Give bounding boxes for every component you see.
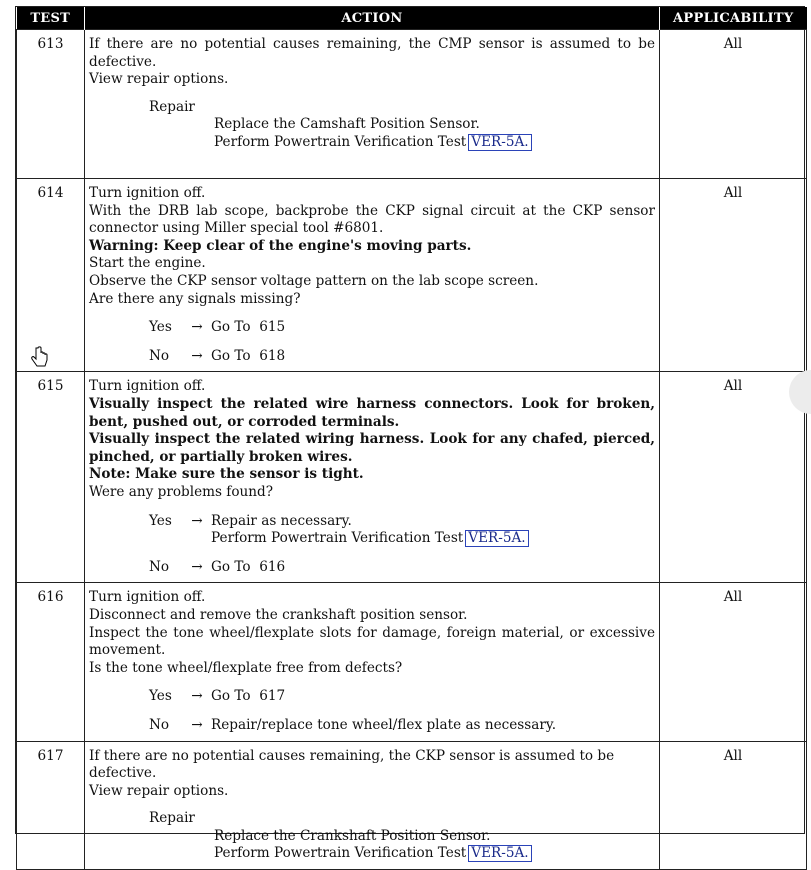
arrow-icon: →	[191, 347, 203, 364]
ver-5a-link[interactable]: VER-5A.	[465, 530, 528, 547]
diagnostic-table-page	[15, 6, 805, 862]
warning-line: Warning: Keep clear of the engine's moving parts.	[89, 237, 472, 254]
action-line: Were any problems found?	[89, 483, 274, 500]
repair-step: Perform Powertrain Verification Test VER-5A.	[214, 845, 655, 863]
action-line: Turn ignition off.	[89, 589, 206, 606]
applicability-value: All	[660, 179, 807, 372]
answer-result: Repair as necessary. Perform Powertrain Verification Test VER-5A.	[211, 513, 655, 548]
arrow-icon: →	[191, 558, 203, 575]
table-header	[17, 7, 807, 30]
test-number: 616	[17, 583, 85, 741]
applicability-value: All	[660, 583, 807, 741]
repair-steps	[214, 828, 655, 863]
table-row	[17, 372, 807, 583]
test-number: 617	[17, 741, 85, 870]
test-number: 613	[17, 30, 85, 179]
answer-result: Repair/replace tone wheel/flex plate as necessary.	[211, 716, 557, 733]
action-line: View repair options.	[89, 782, 229, 799]
action-cell	[85, 30, 660, 179]
header-action: ACTION	[85, 7, 660, 30]
repair-step: Perform Powertrain Verification Test VER-5A.	[214, 134, 655, 152]
hand-cursor-icon	[30, 346, 50, 370]
answer-result: Go To 617	[211, 688, 286, 705]
action-cell	[85, 179, 660, 372]
action-line: If there are no potential causes remaining, the CKP sensor is assumed to be defective.	[89, 747, 615, 782]
action-line: With the DRB lab scope, backprobe the CKP signal circuit at the CKP sensor connector using Miller special tool #6801.	[89, 202, 655, 237]
repair-label: Repair	[149, 98, 195, 115]
answer-no	[149, 559, 655, 577]
arrow-icon: →	[191, 512, 203, 529]
ver-5a-link[interactable]: VER-5A.	[468, 134, 531, 151]
repair-step: Replace the Crankshaft Position Sensor.	[214, 827, 491, 844]
table-row	[17, 30, 807, 179]
action-cell	[85, 372, 660, 583]
answer-no	[149, 348, 655, 366]
action-cell	[85, 741, 660, 870]
applicability-value: All	[660, 30, 807, 179]
action-line: Visually inspect the related wiring harness. Look for any chafed, pierced, pinched, or partially broken wires.	[89, 431, 655, 465]
diagnostic-table	[16, 7, 807, 870]
repair-step: Replace the Camshaft Position Sensor.	[214, 116, 480, 133]
answer-yes	[149, 319, 655, 337]
action-line: If there are no potential causes remaining, the CMP sensor is assumed to be defective.	[89, 36, 655, 70]
answer-result: Go To 616	[211, 558, 286, 575]
repair-label: Repair	[149, 810, 195, 827]
answer-key: Yes	[149, 512, 172, 529]
answer-result: Go To 618	[211, 347, 286, 364]
action-line: View repair options.	[89, 71, 229, 88]
answer-key: No	[149, 716, 170, 733]
test-number: 614	[17, 179, 85, 372]
answer-no	[149, 717, 655, 735]
answer-key: Yes	[149, 319, 172, 336]
table-row	[17, 741, 807, 870]
action-line: Turn ignition off.	[89, 185, 206, 201]
answer-key: No	[149, 558, 170, 575]
repair-steps	[214, 116, 655, 151]
answer-yes	[149, 688, 655, 706]
action-line: Inspect the tone wheel/flexplate slots for damage, foreign material, or excessive movement.	[89, 624, 655, 659]
header-applicability: APPLICABILITY	[660, 7, 807, 30]
table-row	[17, 179, 807, 372]
action-line: Start the engine.	[89, 255, 206, 272]
answer-result: Go To 615	[211, 319, 286, 336]
header-test: TEST	[17, 7, 85, 30]
action-line: Observe the CKP sensor voltage pattern on the lab scope screen.	[89, 272, 539, 289]
note-line: Note: Make sure the sensor is tight.	[89, 466, 364, 483]
action-cell	[85, 583, 660, 741]
applicability-value: All	[660, 372, 807, 583]
arrow-icon: →	[191, 688, 203, 705]
applicability-value: All	[660, 741, 807, 870]
answer-yes	[149, 513, 655, 548]
table-row	[17, 583, 807, 741]
action-line: Are there any signals missing?	[89, 290, 301, 307]
arrow-icon: →	[191, 716, 203, 733]
action-line: Is the tone wheel/flexplate free from defects?	[89, 659, 403, 676]
test-number: 615	[17, 372, 85, 583]
action-line: Disconnect and remove the crankshaft position sensor.	[89, 606, 468, 623]
ver-5a-link[interactable]: VER-5A.	[468, 845, 531, 862]
action-line: Visually inspect the related wire harness connectors. Look for broken, bent, pushed out, or corroded terminals.	[89, 395, 655, 430]
answer-key: No	[149, 347, 170, 364]
arrow-icon: →	[191, 319, 203, 336]
answer-key: Yes	[149, 688, 172, 705]
action-line: Turn ignition off.	[89, 378, 206, 395]
